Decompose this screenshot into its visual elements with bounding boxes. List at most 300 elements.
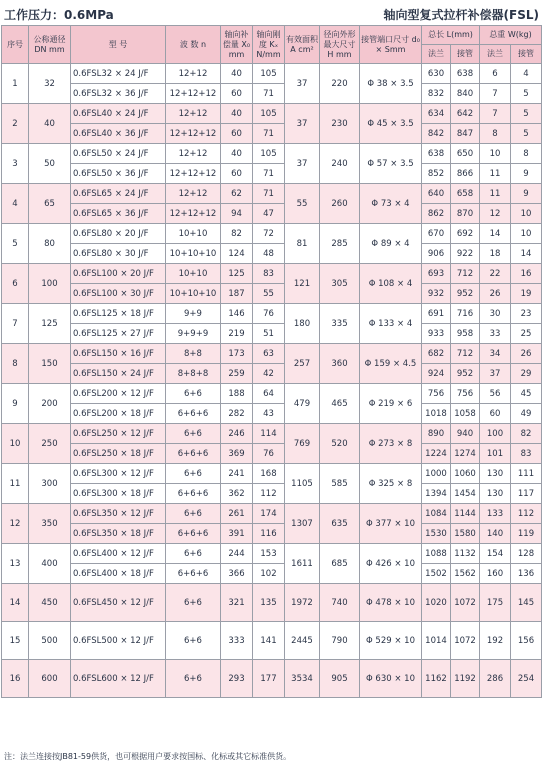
- cell-wt-pipe: 136: [511, 564, 542, 584]
- cell-stiff: 141: [253, 622, 285, 660]
- cell-len-flange: 638: [422, 144, 451, 164]
- table-row: [2, 504, 542, 524]
- cell-wt-flange: 192: [480, 622, 511, 660]
- cell-len-flange: 691: [422, 304, 451, 324]
- cell-wt-flange: 100: [480, 424, 511, 444]
- cell-seq: 5: [2, 224, 29, 264]
- cell-outer: 905: [320, 660, 360, 698]
- cell-len-pipe: 840: [451, 84, 480, 104]
- cell-seq: 10: [2, 424, 29, 464]
- cell-pipe: Φ 108 × 4: [360, 264, 422, 304]
- cell-outer: 335: [320, 304, 360, 344]
- footnote: 注：法兰连接按JB81-59供货，也可根据用户要求按国标、化标或其它标准供货。: [4, 752, 292, 761]
- cell-wt-pipe: 16: [511, 264, 542, 284]
- cell-wt-flange: 60: [480, 404, 511, 424]
- col-pipe: 接管端口尺寸 d₀ × Smm: [360, 26, 422, 64]
- cell-outer: 285: [320, 224, 360, 264]
- cell-outer: 360: [320, 344, 360, 384]
- cell-comp: 82: [221, 224, 253, 244]
- cell-seq: 8: [2, 344, 29, 384]
- cell-len-pipe: 866: [451, 164, 480, 184]
- cell-waves: 6+6+6: [166, 564, 221, 584]
- cell-waves: 6+6: [166, 660, 221, 698]
- cell-pipe: Φ 45 × 3.5: [360, 104, 422, 144]
- cell-wt-pipe: 19: [511, 284, 542, 304]
- cell-wt-pipe: 117: [511, 484, 542, 504]
- cell-wt-pipe: 128: [511, 544, 542, 564]
- cell-len-pipe: 958: [451, 324, 480, 344]
- table-row: [2, 584, 542, 622]
- cell-model: 0.6FSL400 × 12 J/F: [71, 544, 166, 564]
- cell-dn: 400: [29, 544, 71, 584]
- cell-waves: 12+12: [166, 104, 221, 124]
- cell-stiff: 64: [253, 384, 285, 404]
- cell-waves: 6+6: [166, 544, 221, 564]
- cell-pipe: Φ 478 × 10: [360, 584, 422, 622]
- cell-wt-flange: 140: [480, 524, 511, 544]
- cell-pipe: Φ 630 × 10: [360, 660, 422, 698]
- cell-model: 0.6FSL150 × 16 J/F: [71, 344, 166, 364]
- table-row: [2, 324, 542, 344]
- cell-comp: 146: [221, 304, 253, 324]
- cell-model: 0.6FSL80 × 20 J/F: [71, 224, 166, 244]
- cell-model: 0.6FSL350 × 12 J/F: [71, 504, 166, 524]
- cell-pipe: Φ 426 × 10: [360, 544, 422, 584]
- cell-len-flange: 862: [422, 204, 451, 224]
- cell-area: 1972: [285, 584, 320, 622]
- cell-wt-flange: 12: [480, 204, 511, 224]
- table-row: [2, 464, 542, 484]
- cell-waves: 9+9+9: [166, 324, 221, 344]
- cell-wt-flange: 133: [480, 504, 511, 524]
- cell-wt-flange: 26: [480, 284, 511, 304]
- cell-comp: 282: [221, 404, 253, 424]
- cell-len-flange: 756: [422, 384, 451, 404]
- table-row: [2, 524, 542, 544]
- cell-waves: 6+6+6: [166, 524, 221, 544]
- col-waves: 波 数 n: [166, 26, 221, 64]
- table-row: [2, 444, 542, 464]
- cell-dn: 150: [29, 344, 71, 384]
- cell-len-pipe: 1060: [451, 464, 480, 484]
- cell-model: 0.6FSL65 × 24 J/F: [71, 184, 166, 204]
- cell-pipe: Φ 219 × 6: [360, 384, 422, 424]
- cell-model: 0.6FSL32 × 24 J/F: [71, 64, 166, 84]
- cell-len-pipe: 642: [451, 104, 480, 124]
- cell-pipe: Φ 377 × 10: [360, 504, 422, 544]
- cell-len-flange: 1084: [422, 504, 451, 524]
- cell-stiff: 42: [253, 364, 285, 384]
- cell-wt-pipe: 145: [511, 584, 542, 622]
- cell-area: 37: [285, 64, 320, 104]
- cell-wt-pipe: 26: [511, 344, 542, 364]
- cell-len-pipe: 1132: [451, 544, 480, 564]
- cell-outer: 520: [320, 424, 360, 464]
- cell-len-flange: 852: [422, 164, 451, 184]
- cell-wt-flange: 286: [480, 660, 511, 698]
- cell-model: 0.6FSL200 × 12 J/F: [71, 384, 166, 404]
- cell-model: 0.6FSL150 × 24 J/F: [71, 364, 166, 384]
- cell-comp: 60: [221, 84, 253, 104]
- col-wt-pipe: 接管: [511, 45, 542, 64]
- cell-wt-flange: 6: [480, 64, 511, 84]
- cell-len-pipe: 716: [451, 304, 480, 324]
- cell-wt-pipe: 83: [511, 444, 542, 464]
- cell-dn: 200: [29, 384, 71, 424]
- cell-comp: 293: [221, 660, 253, 698]
- cell-len-pipe: 952: [451, 364, 480, 384]
- cell-len-pipe: 1072: [451, 584, 480, 622]
- cell-stiff: 63: [253, 344, 285, 364]
- cell-comp: 261: [221, 504, 253, 524]
- cell-len-pipe: 922: [451, 244, 480, 264]
- cell-len-flange: 670: [422, 224, 451, 244]
- table-row: [2, 622, 542, 660]
- cell-wt-flange: 10: [480, 144, 511, 164]
- cell-wt-flange: 14: [480, 224, 511, 244]
- cell-wt-flange: 11: [480, 184, 511, 204]
- cell-len-pipe: 712: [451, 344, 480, 364]
- cell-comp: 369: [221, 444, 253, 464]
- cell-wt-pipe: 119: [511, 524, 542, 544]
- cell-stiff: 112: [253, 484, 285, 504]
- cell-comp: 366: [221, 564, 253, 584]
- cell-wt-pipe: 9: [511, 184, 542, 204]
- cell-dn: 300: [29, 464, 71, 504]
- cell-len-pipe: 1454: [451, 484, 480, 504]
- cell-dn: 40: [29, 104, 71, 144]
- cell-len-flange: 924: [422, 364, 451, 384]
- cell-len-flange: 1088: [422, 544, 451, 564]
- cell-model: 0.6FSL80 × 30 J/F: [71, 244, 166, 264]
- cell-len-pipe: 870: [451, 204, 480, 224]
- cell-len-pipe: 712: [451, 264, 480, 284]
- col-area: 有效面积 A cm²: [285, 26, 320, 64]
- cell-waves: 6+6: [166, 584, 221, 622]
- cell-outer: 790: [320, 622, 360, 660]
- cell-dn: 50: [29, 144, 71, 184]
- cell-pipe: Φ 38 × 3.5: [360, 64, 422, 104]
- table-row: [2, 544, 542, 564]
- cell-model: 0.6FSL32 × 36 J/F: [71, 84, 166, 104]
- cell-area: 257: [285, 344, 320, 384]
- cell-area: 769: [285, 424, 320, 464]
- cell-wt-pipe: 29: [511, 364, 542, 384]
- cell-area: 1611: [285, 544, 320, 584]
- cell-outer: 305: [320, 264, 360, 304]
- cell-seq: 2: [2, 104, 29, 144]
- cell-len-flange: 1000: [422, 464, 451, 484]
- col-stiff: 轴向刚度 Kₓ N/mm: [253, 26, 285, 64]
- cell-len-pipe: 638: [451, 64, 480, 84]
- cell-len-flange: 630: [422, 64, 451, 84]
- cell-model: 0.6FSL125 × 18 J/F: [71, 304, 166, 324]
- cell-len-pipe: 1562: [451, 564, 480, 584]
- cell-waves: 6+6: [166, 622, 221, 660]
- cell-len-flange: 933: [422, 324, 451, 344]
- cell-wt-flange: 30: [480, 304, 511, 324]
- cell-stiff: 72: [253, 224, 285, 244]
- cell-comp: 60: [221, 164, 253, 184]
- cell-len-flange: 1224: [422, 444, 451, 464]
- spec-table-body: [2, 64, 542, 698]
- cell-area: 2445: [285, 622, 320, 660]
- cell-comp: 187: [221, 284, 253, 304]
- cell-dn: 32: [29, 64, 71, 104]
- cell-stiff: 51: [253, 324, 285, 344]
- cell-dn: 250: [29, 424, 71, 464]
- cell-wt-flange: 22: [480, 264, 511, 284]
- cell-wt-pipe: 49: [511, 404, 542, 424]
- cell-wt-pipe: 14: [511, 244, 542, 264]
- cell-len-pipe: 1274: [451, 444, 480, 464]
- cell-wt-flange: 7: [480, 104, 511, 124]
- cell-len-pipe: 756: [451, 384, 480, 404]
- col-wt: 总重 W(kg): [480, 26, 542, 45]
- cell-len-flange: 1530: [422, 524, 451, 544]
- cell-stiff: 105: [253, 64, 285, 84]
- cell-stiff: 102: [253, 564, 285, 584]
- cell-waves: 12+12: [166, 144, 221, 164]
- cell-seq: 9: [2, 384, 29, 424]
- table-row: [2, 104, 542, 124]
- cell-len-flange: 1502: [422, 564, 451, 584]
- cell-waves: 12+12+12: [166, 124, 221, 144]
- cell-model: 0.6FSL40 × 24 J/F: [71, 104, 166, 124]
- cell-len-flange: 890: [422, 424, 451, 444]
- table-row: [2, 124, 542, 144]
- cell-stiff: 177: [253, 660, 285, 698]
- cell-len-flange: 634: [422, 104, 451, 124]
- cell-wt-pipe: 23: [511, 304, 542, 324]
- cell-comp: 188: [221, 384, 253, 404]
- cell-waves: 12+12+12: [166, 84, 221, 104]
- cell-len-pipe: 952: [451, 284, 480, 304]
- cell-comp: 124: [221, 244, 253, 264]
- cell-len-flange: 640: [422, 184, 451, 204]
- cell-stiff: 43: [253, 404, 285, 424]
- cell-stiff: 135: [253, 584, 285, 622]
- cell-stiff: 83: [253, 264, 285, 284]
- cell-outer: 220: [320, 64, 360, 104]
- cell-wt-flange: 56: [480, 384, 511, 404]
- cell-wt-flange: 130: [480, 464, 511, 484]
- cell-waves: 12+12: [166, 184, 221, 204]
- cell-seq: 7: [2, 304, 29, 344]
- cell-comp: 244: [221, 544, 253, 564]
- cell-outer: 685: [320, 544, 360, 584]
- cell-len-flange: 842: [422, 124, 451, 144]
- cell-stiff: 71: [253, 124, 285, 144]
- cell-stiff: 47: [253, 204, 285, 224]
- cell-waves: 6+6: [166, 384, 221, 404]
- cell-area: 1105: [285, 464, 320, 504]
- cell-outer: 240: [320, 144, 360, 184]
- cell-model: 0.6FSL600 × 12 J/F: [71, 660, 166, 698]
- cell-waves: 10+10: [166, 264, 221, 284]
- cell-stiff: 174: [253, 504, 285, 524]
- cell-dn: 500: [29, 622, 71, 660]
- cell-wt-flange: 18: [480, 244, 511, 264]
- table-row: [2, 564, 542, 584]
- cell-len-flange: 906: [422, 244, 451, 264]
- cell-area: 55: [285, 184, 320, 224]
- cell-outer: 230: [320, 104, 360, 144]
- cell-comp: 391: [221, 524, 253, 544]
- cell-comp: 40: [221, 104, 253, 124]
- cell-area: 121: [285, 264, 320, 304]
- cell-stiff: 105: [253, 144, 285, 164]
- cell-pipe: Φ 325 × 8: [360, 464, 422, 504]
- cell-comp: 246: [221, 424, 253, 444]
- cell-wt-pipe: 5: [511, 124, 542, 144]
- cell-pipe: Φ 89 × 4: [360, 224, 422, 264]
- table-row: [2, 244, 542, 264]
- cell-comp: 60: [221, 124, 253, 144]
- cell-wt-pipe: 10: [511, 204, 542, 224]
- cell-comp: 40: [221, 144, 253, 164]
- cell-dn: 350: [29, 504, 71, 544]
- cell-stiff: 55: [253, 284, 285, 304]
- cell-waves: 12+12+12: [166, 164, 221, 184]
- cell-waves: 9+9: [166, 304, 221, 324]
- cell-wt-flange: 175: [480, 584, 511, 622]
- cell-waves: 6+6: [166, 424, 221, 444]
- cell-area: 37: [285, 104, 320, 144]
- cell-len-flange: 1162: [422, 660, 451, 698]
- cell-len-pipe: 650: [451, 144, 480, 164]
- cell-comp: 259: [221, 364, 253, 384]
- cell-seq: 1: [2, 64, 29, 104]
- cell-wt-pipe: 10: [511, 224, 542, 244]
- cell-waves: 6+6+6: [166, 404, 221, 424]
- cell-comp: 241: [221, 464, 253, 484]
- cell-stiff: 114: [253, 424, 285, 444]
- cell-waves: 10+10: [166, 224, 221, 244]
- cell-waves: 10+10+10: [166, 244, 221, 264]
- cell-wt-flange: 154: [480, 544, 511, 564]
- cell-len-flange: 693: [422, 264, 451, 284]
- cell-dn: 600: [29, 660, 71, 698]
- cell-len-flange: 832: [422, 84, 451, 104]
- cell-stiff: 76: [253, 304, 285, 324]
- cell-seq: 13: [2, 544, 29, 584]
- table-row: [2, 364, 542, 384]
- cell-waves: 6+6+6: [166, 484, 221, 504]
- cell-model: 0.6FSL125 × 27 J/F: [71, 324, 166, 344]
- col-model: 型 号: [71, 26, 166, 64]
- cell-wt-pipe: 254: [511, 660, 542, 698]
- cell-pipe: Φ 57 × 3.5: [360, 144, 422, 184]
- cell-outer: 465: [320, 384, 360, 424]
- cell-wt-pipe: 111: [511, 464, 542, 484]
- col-seq: 序号: [2, 26, 29, 64]
- cell-seq: 11: [2, 464, 29, 504]
- cell-outer: 260: [320, 184, 360, 224]
- cell-model: 0.6FSL500 × 12 J/F: [71, 622, 166, 660]
- cell-model: 0.6FSL100 × 20 J/F: [71, 264, 166, 284]
- cell-model: 0.6FSL300 × 12 J/F: [71, 464, 166, 484]
- cell-len-flange: 1014: [422, 622, 451, 660]
- cell-waves: 6+6: [166, 504, 221, 524]
- cell-seq: 15: [2, 622, 29, 660]
- cell-pipe: Φ 159 × 4.5: [360, 344, 422, 384]
- table-row: [2, 660, 542, 698]
- table-row: [2, 64, 542, 84]
- cell-wt-flange: 37: [480, 364, 511, 384]
- table-row: [2, 344, 542, 364]
- cell-wt-pipe: 45: [511, 384, 542, 404]
- cell-model: 0.6FSL50 × 36 J/F: [71, 164, 166, 184]
- cell-outer: 635: [320, 504, 360, 544]
- cell-wt-flange: 34: [480, 344, 511, 364]
- cell-seq: 16: [2, 660, 29, 698]
- cell-len-flange: 1018: [422, 404, 451, 424]
- cell-len-pipe: 940: [451, 424, 480, 444]
- cell-area: 3534: [285, 660, 320, 698]
- cell-waves: 8+8+8: [166, 364, 221, 384]
- cell-waves: 12+12: [166, 64, 221, 84]
- cell-seq: 6: [2, 264, 29, 304]
- cell-pipe: Φ 529 × 10: [360, 622, 422, 660]
- col-comp: 轴向补偿量 X₀ mm: [221, 26, 253, 64]
- cell-seq: 3: [2, 144, 29, 184]
- cell-waves: 8+8: [166, 344, 221, 364]
- cell-pipe: Φ 73 × 4: [360, 184, 422, 224]
- cell-model: 0.6FSL300 × 18 J/F: [71, 484, 166, 504]
- col-len-pipe: 接管: [451, 45, 480, 64]
- cell-model: 0.6FSL50 × 24 J/F: [71, 144, 166, 164]
- table-row: [2, 184, 542, 204]
- cell-stiff: 153: [253, 544, 285, 564]
- cell-comp: 321: [221, 584, 253, 622]
- cell-comp: 362: [221, 484, 253, 504]
- table-row: [2, 384, 542, 404]
- cell-model: 0.6FSL40 × 36 J/F: [71, 124, 166, 144]
- cell-wt-flange: 33: [480, 324, 511, 344]
- cell-area: 1307: [285, 504, 320, 544]
- cell-wt-flange: 8: [480, 124, 511, 144]
- cell-comp: 173: [221, 344, 253, 364]
- cell-wt-pipe: 4: [511, 64, 542, 84]
- cell-len-flange: 682: [422, 344, 451, 364]
- cell-model: 0.6FSL350 × 18 J/F: [71, 524, 166, 544]
- cell-comp: 62: [221, 184, 253, 204]
- cell-waves: 6+6+6: [166, 444, 221, 464]
- cell-model: 0.6FSL250 × 18 J/F: [71, 444, 166, 464]
- cell-len-pipe: 1072: [451, 622, 480, 660]
- table-row: [2, 404, 542, 424]
- cell-pipe: Φ 273 × 8: [360, 424, 422, 464]
- table-row: [2, 224, 542, 244]
- cell-stiff: 71: [253, 84, 285, 104]
- cell-waves: 6+6: [166, 464, 221, 484]
- table-row: [2, 144, 542, 164]
- cell-wt-pipe: 9: [511, 164, 542, 184]
- cell-comp: 219: [221, 324, 253, 344]
- cell-dn: 125: [29, 304, 71, 344]
- cell-model: 0.6FSL200 × 18 J/F: [71, 404, 166, 424]
- spec-table: [1, 25, 542, 698]
- cell-model: 0.6FSL250 × 12 J/F: [71, 424, 166, 444]
- cell-model: 0.6FSL450 × 12 J/F: [71, 584, 166, 622]
- col-len: 总长 L(mm): [422, 26, 480, 45]
- cell-wt-pipe: 156: [511, 622, 542, 660]
- cell-len-flange: 932: [422, 284, 451, 304]
- col-wt-flange: 法兰: [480, 45, 511, 64]
- cell-wt-flange: 101: [480, 444, 511, 464]
- cell-outer: 585: [320, 464, 360, 504]
